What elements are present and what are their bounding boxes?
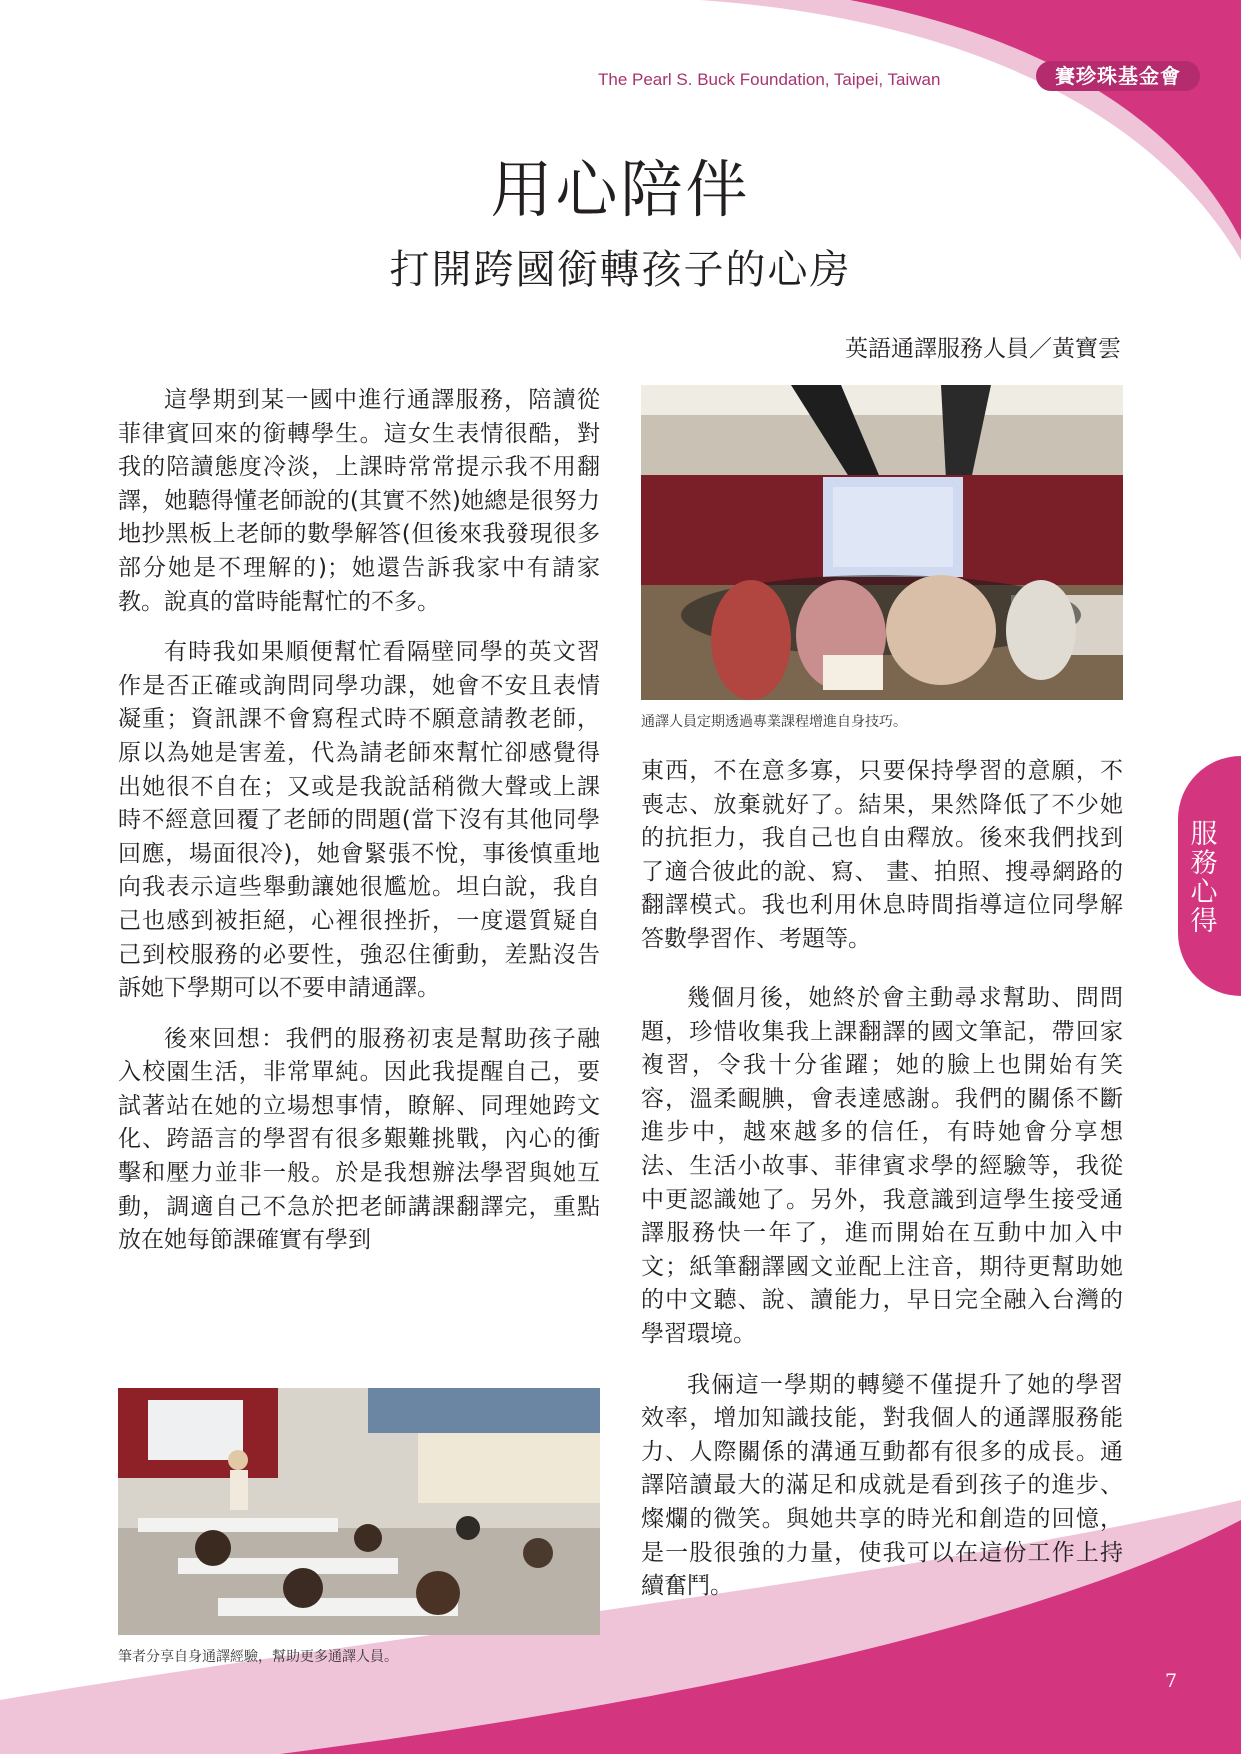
page-number: 7 xyxy=(1165,1670,1178,1692)
paragraph-1: 這學期到某一國中進行通譯服務，陪讀從菲律賓回來的銜轉學生。這女生表情很酷，對我的陪讀態度冷淡，上課時常常提示我不用翻譯，她聽得懂老師說的(其實不然)她總是很努力地抄黑板上老師的數學解答(但後來我發現很多部分她是不理解的)；她還告訴我家中有請家教。說真的當時能幫忙的不多。 xyxy=(118,387,600,615)
paragraph-4: 幾個月後，她終於會主動尋求幫助、問問題，珍惜收集我上課翻譯的國文筆記，帶回家複習，令我十分雀躍；她的臉上也開始有笑容，溫柔靦腆，會表達感謝。我們的關係不斷進步中，越來越多的信任，有時她會分享想法、生活小故事、菲律賓求學的經驗等，我從中更認識她了。另外，我意識到這學生接受通譯服務快一年了，進而開始在互動中加入中文；紙筆翻譯國文並配上注音，期待更幫助她的中文聽、說、讀能力，早日完全融入台灣的學習環境。 xyxy=(641,985,1123,1347)
classroom-photo-caption: 筆者分享自身通譯經驗，幫助更多通譯人員。 xyxy=(118,1649,398,1665)
paragraph-3: 後來回想：我們的服務初衷是幫助孩子融入校園生活，非常單純。因此我提醒自己，要試著站在她的立場想事情，瞭解、同理她跨文化、跨語言的學習有很多艱難挑戰，內心的衝擊和壓力並非一般。於是我想辦法學習與她互動，調適自己不急於把老師講課翻譯完，重點放在她每節課確實有學到 xyxy=(118,1025,600,1254)
right-column-continuation xyxy=(641,755,1123,957)
classroom-photo xyxy=(118,1388,600,1635)
article-title: 用心陪伴 xyxy=(490,153,751,226)
article-subtitle: 打開跨國銜轉孩子的心房 xyxy=(389,247,852,293)
paragraph-5: 我倆這一學期的轉變不僅提升了她的學習效率，增加知識技能，對我個人的通譯服務能力、人際關係的溝通互動都有很多的成長。通譯陪讀最大的滿足和成就是看到孩子的進步、燦爛的微笑。與她共享的時光和創造的回憶，是一股很強的力量，使我可以在這份工作上持續奮鬥。 xyxy=(641,1371,1123,1600)
paragraph-2: 有時我如果順便幫忙看隔壁同學的英文習作是否正確或詢問同學功課，她會不安且表情凝重；資訊課不會寫程式時不願意請教老師，原以為她是害羞，代為請老師來幫忙卻感覺得出她很不自在；又或是我說話稍微大聲或上課時不經意回覆了老師的問題(當下沒有其他同學回應，場面很冷)，她會緊張不悅，事後慎重地向我表示這些舉動讓她很尷尬。坦白說，我自己也感到被拒絕，心裡很挫折，一度還質疑自己到校服務的必要性，強忍住衝動，差點沒告訴她下學期可以不要申請通譯。 xyxy=(118,639,600,1002)
section-side-tab-label: 服務心得 xyxy=(1190,819,1218,937)
group-photo-caption: 通譯人員定期透過專業課程增進自身技巧。 xyxy=(641,714,907,730)
paragraph-3-continued: 東西，不在意多寡，只要保持學習的意願，不喪志、放棄就好了。結果，果然降低了不少她的抗拒力，我自己也自由釋放。後來我們找到了適合彼此的說、寫、 畫、拍照、搜尋網路的翻譯模式。我也利用休息時間指導這位同學解答數學習作、考題等。 xyxy=(641,758,1123,952)
article-author: 英語通譯服務人員／黃寶雲 xyxy=(845,336,1121,362)
right-column xyxy=(641,982,1123,1604)
left-column xyxy=(118,384,600,1258)
foundation-badge: 賽珍珠基金會 xyxy=(1036,61,1200,91)
group-photo xyxy=(641,385,1123,700)
foundation-name: The Pearl S. Buck Foundation, Taipei, Taiwan xyxy=(598,70,941,89)
